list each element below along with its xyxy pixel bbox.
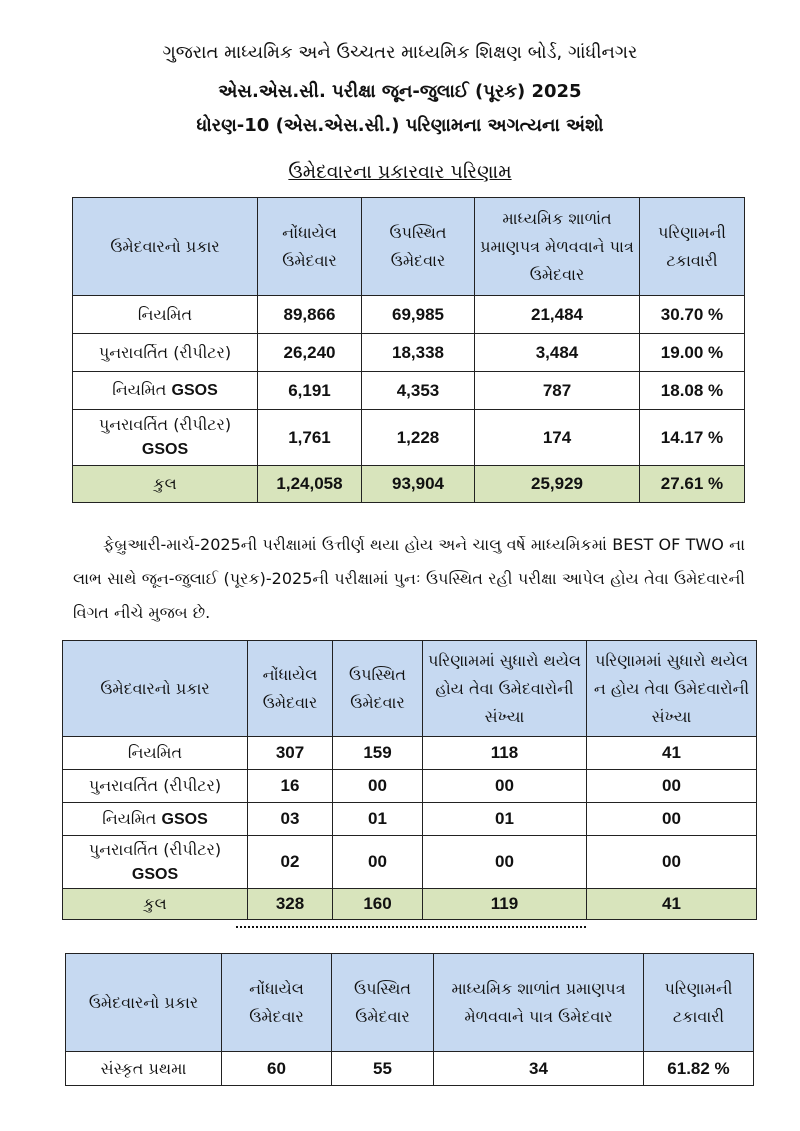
col-header-eligible: માધ્યમિક શાળાંત પ્રમાણપત્ર મેળવવાને પાત્ર ઉમેદવાર (434, 954, 644, 1052)
row-eligible: 174 (475, 410, 640, 466)
total-not-improved: 41 (587, 889, 757, 920)
row-eligible: 3,484 (475, 334, 640, 372)
total-registered: 1,24,058 (258, 466, 362, 503)
row-present: 01 (333, 803, 423, 836)
best-of-two-table (62, 640, 757, 920)
total-percent: 27.61 % (640, 466, 745, 503)
row-registered: 60 (222, 1052, 332, 1086)
total-row (73, 466, 745, 503)
row-not-improved: 41 (587, 737, 757, 770)
col-header-present: ઉપસ્થિત ઉમેદવાર (333, 641, 423, 737)
best-of-two-paragraph: ફેબ્રુઆરી-માર્ચ-2025ની પરીક્ષામાં ઉત્તીર્ણ થયા હોય અને ચાલુ વર્ષે માધ્યમિકમાં BEST OF TWO ના લાભ સાથે જૂન-જુલાઈ (પૂરક)-2025ની પરીક્ષામાં પુનઃ ઉપસ્થિત રહી પરીક્ષા આપેલ હોય તેવા ઉમેદવારની વિગત નીચે મુજબ છે. (73, 535, 745, 622)
board-title: ગુજરાત માધ્યમિક અને ઉચ્ચતર માધ્યમિક શિક્ષણ બોર્ડ, ગાંધીનગર (162, 42, 638, 63)
col-header-present: ઉપસ્થિત ઉમેદવાર (332, 954, 434, 1052)
table-row (73, 410, 745, 466)
row-type: પુનરાવર્તિત (રીપીટર) GSOS (63, 836, 248, 889)
col-header-registered: નોંધાયેલ ઉમેદવાર (248, 641, 333, 737)
row-registered: 6,191 (258, 372, 362, 410)
col-header-type: ઉમેદવારનો પ્રકાર (66, 954, 222, 1052)
row-registered: 16 (248, 770, 333, 803)
row-present: 00 (333, 836, 423, 889)
col-header-not-improved: પરિણામમાં સુધારો થયેલ ન હોય તેવા ઉમેદવારોની સંખ્યા (587, 641, 757, 737)
total-present: 160 (333, 889, 423, 920)
row-registered: 307 (248, 737, 333, 770)
row-percent: 30.70 % (640, 296, 745, 334)
row-improved: 00 (423, 770, 587, 803)
exam-title: એસ.એસ.સી. પરીક્ષા જૂન-જુલાઈ (પૂરક) 2025 (218, 81, 582, 102)
row-registered: 03 (248, 803, 333, 836)
row-registered: 02 (248, 836, 333, 889)
total-row (63, 889, 757, 920)
total-registered: 328 (248, 889, 333, 920)
row-improved: 00 (423, 836, 587, 889)
row-type: પુનરાવર્તિત (રીપીટર) (63, 770, 248, 803)
row-type: પુનરાવર્તિત (રીપીટર) GSOS (73, 410, 258, 466)
row-not-improved: 00 (587, 836, 757, 889)
col-header-percent: પરિણામની ટકાવારી (644, 954, 754, 1052)
col-header-registered: નોંધાયેલ ઉમેદવાર (222, 954, 332, 1052)
row-eligible: 787 (475, 372, 640, 410)
table-row (63, 803, 757, 836)
row-type: નિયમિત (73, 296, 258, 334)
row-present: 55 (332, 1052, 434, 1086)
row-improved: 118 (423, 737, 587, 770)
sanskrit-table (65, 953, 754, 1086)
row-registered: 1,761 (258, 410, 362, 466)
total-label: કુલ (63, 889, 248, 920)
table-row (73, 372, 745, 410)
col-header-registered: નોંધાયેલ ઉમેદવાર (258, 198, 362, 296)
dotted-separator (236, 926, 586, 930)
row-registered: 89,866 (258, 296, 362, 334)
row-percent: 61.82 % (644, 1052, 754, 1086)
row-eligible: 21,484 (475, 296, 640, 334)
row-type: પુનરાવર્તિત (રીપીટર) (73, 334, 258, 372)
col-header-percent: પરિણામની ટકાવારી (640, 198, 745, 296)
row-not-improved: 00 (587, 770, 757, 803)
total-eligible: 25,929 (475, 466, 640, 503)
row-percent: 19.00 % (640, 334, 745, 372)
row-present: 69,985 (362, 296, 475, 334)
row-registered: 26,240 (258, 334, 362, 372)
row-present: 4,353 (362, 372, 475, 410)
col-header-type: ઉમેદવારનો પ્રકાર (73, 198, 258, 296)
total-improved: 119 (423, 889, 587, 920)
row-type: નિયમિત GSOS (73, 372, 258, 410)
row-improved: 01 (423, 803, 587, 836)
table-row (63, 770, 757, 803)
col-header-present: ઉપસ્થિત ઉમેદવાર (362, 198, 475, 296)
row-type: સંસ્કૃત પ્રથમા (66, 1052, 222, 1086)
total-label: કુલ (73, 466, 258, 503)
col-header-type: ઉમેદવારનો પ્રકાર (63, 641, 248, 737)
row-type: નિયમિત (63, 737, 248, 770)
col-header-eligible: માધ્યમિક શાળાંત પ્રમાણપત્ર મેળવવાને પાત્ર ઉમેદવાર (475, 198, 640, 296)
row-not-improved: 00 (587, 803, 757, 836)
section-title: ઉમેદવારના પ્રકારવાર પરિણામ (288, 161, 512, 183)
table-row (73, 296, 745, 334)
result-title: ધોરણ-10 (એસ.એસ.સી.) પરિણામના અગત્યના અંશો (196, 115, 604, 136)
results-table (72, 197, 745, 503)
row-type: નિયમિત GSOS (63, 803, 248, 836)
row-present: 1,228 (362, 410, 475, 466)
table-row (66, 1052, 754, 1086)
total-present: 93,904 (362, 466, 475, 503)
table-row (73, 334, 745, 372)
row-present: 159 (333, 737, 423, 770)
col-header-improved: પરિણામમાં સુધારો થયેલ હોય તેવા ઉમેદવારોની સંખ્યા (423, 641, 587, 737)
table-row (63, 836, 757, 889)
row-percent: 14.17 % (640, 410, 745, 466)
table-row (63, 737, 757, 770)
row-present: 00 (333, 770, 423, 803)
row-percent: 18.08 % (640, 372, 745, 410)
row-eligible: 34 (434, 1052, 644, 1086)
row-present: 18,338 (362, 334, 475, 372)
